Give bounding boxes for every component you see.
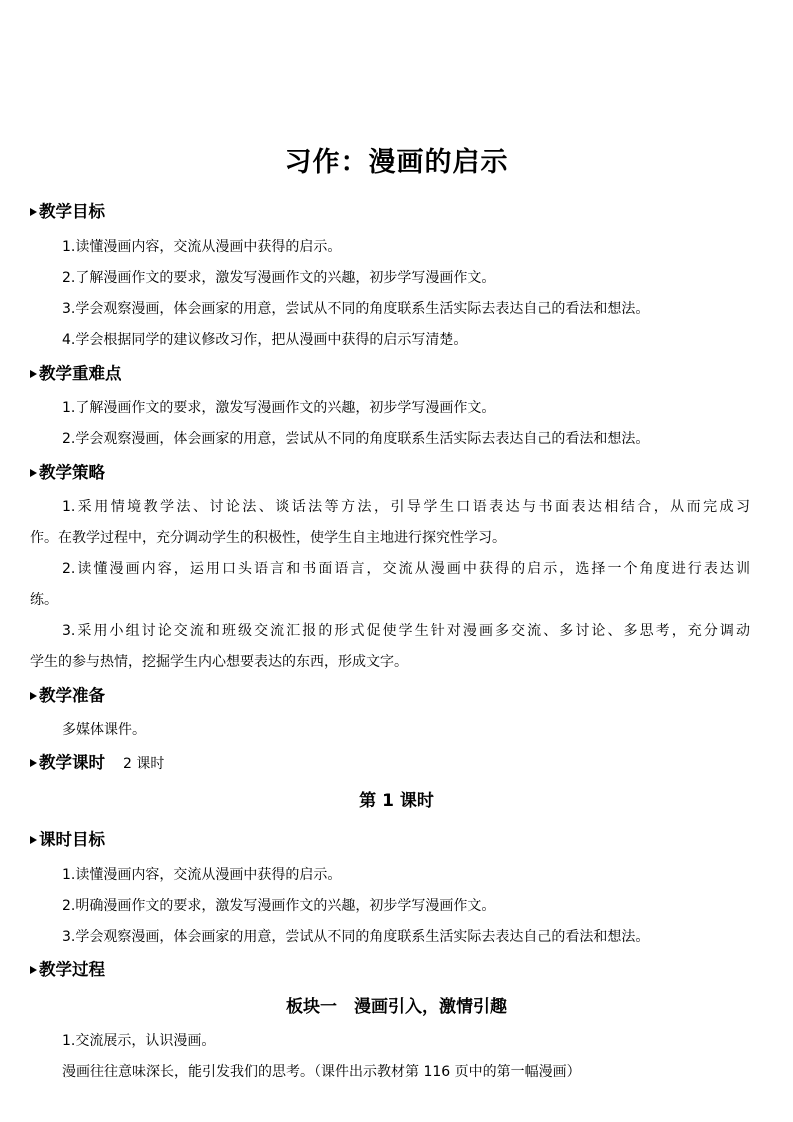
triangle-bullet-icon	[30, 692, 37, 700]
lesson-goal-item: 1.读懂漫画内容，交流从漫画中获得的启示。	[62, 867, 342, 883]
strategy-paragraph-2-cont: 练。	[30, 592, 58, 608]
strategy-paragraph-1-cont: 作。在教学过程中，充分调动学生的积极性，使学生自主地进行探究性学习。	[30, 530, 506, 546]
section-heading-lesson-goals	[30, 828, 105, 852]
goal-item: 3.学会观察漫画，体会画家的用意，尝试从不同的角度联系生活实际去表达自己的看法和想法。	[62, 301, 650, 317]
strategy-paragraph-3-cont: 学生的参与热情，挖掘学生内心想要表达的东西，形成文字。	[30, 654, 408, 670]
heading-text: 课时目标	[39, 830, 105, 849]
section-heading-goals	[30, 200, 105, 224]
keypoint-item: 2.学会观察漫画，体会画家的用意，尝试从不同的角度联系生活实际去表达自己的看法和想法。	[62, 431, 650, 447]
goal-item: 2.了解漫画作文的要求，激发写漫画作文的兴趣，初步学写漫画作文。	[62, 270, 496, 286]
heading-text: 教学课时	[39, 753, 105, 772]
hours-value: 2 课时	[123, 756, 165, 772]
process-step: 1.交流展示，认识漫画。	[62, 1033, 216, 1049]
section-heading-prep	[30, 684, 105, 708]
section-heading-strategy	[30, 461, 105, 485]
process-step-text: 漫画往往意味深长，能引发我们的思考。（课件出示教材第 116 页中的第一幅漫画）	[62, 1064, 581, 1080]
goal-item: 1.读懂漫画内容，交流从漫画中获得的启示。	[62, 239, 342, 255]
heading-text: 教学准备	[39, 686, 105, 705]
block-title: 板块一 漫画引入，激情引趣	[286, 997, 507, 1017]
heading-text: 教学策略	[39, 463, 105, 482]
strategy-paragraph-3: 3.采用小组讨论交流和班级交流汇报的形式促使学生针对漫画多交流、多讨论、多思考，充分调动	[62, 623, 750, 639]
section-heading-keypoints	[30, 362, 122, 386]
section-heading-process	[30, 958, 105, 982]
lesson-title: 第 1 课时	[359, 791, 434, 811]
heading-text: 教学目标	[39, 202, 105, 221]
heading-text: 教学过程	[39, 960, 105, 979]
triangle-bullet-icon	[30, 836, 37, 844]
triangle-bullet-icon	[30, 759, 37, 767]
strategy-paragraph-1: 1.采用情境教学法、讨论法、谈话法等方法，引导学生口语表达与书面表达相结合，从而完成习	[62, 499, 750, 515]
goal-item: 4.学会根据同学的建议修改习作，把从漫画中获得的启示写清楚。	[62, 332, 468, 348]
triangle-bullet-icon	[30, 370, 37, 378]
triangle-bullet-icon	[30, 208, 37, 216]
keypoint-item: 1.了解漫画作文的要求，激发写漫画作文的兴趣，初步学写漫画作文。	[62, 400, 496, 416]
triangle-bullet-icon	[30, 469, 37, 477]
lesson-goal-item: 2.明确漫画作文的要求，激发写漫画作文的兴趣，初步学写漫画作文。	[62, 898, 496, 914]
strategy-paragraph-2: 2.读懂漫画内容，运用口头语言和书面语言，交流从漫画中获得的启示，选择一个角度进行表达训	[62, 561, 750, 577]
triangle-bullet-icon	[30, 966, 37, 974]
prep-content: 多媒体课件。	[62, 722, 146, 738]
lesson-goal-item: 3.学会观察漫画，体会画家的用意，尝试从不同的角度联系生活实际去表达自己的看法和想法。	[62, 929, 650, 945]
section-heading-hours	[30, 751, 164, 776]
document-title: 习作：漫画的启示	[284, 147, 509, 178]
heading-text: 教学重难点	[39, 364, 122, 383]
